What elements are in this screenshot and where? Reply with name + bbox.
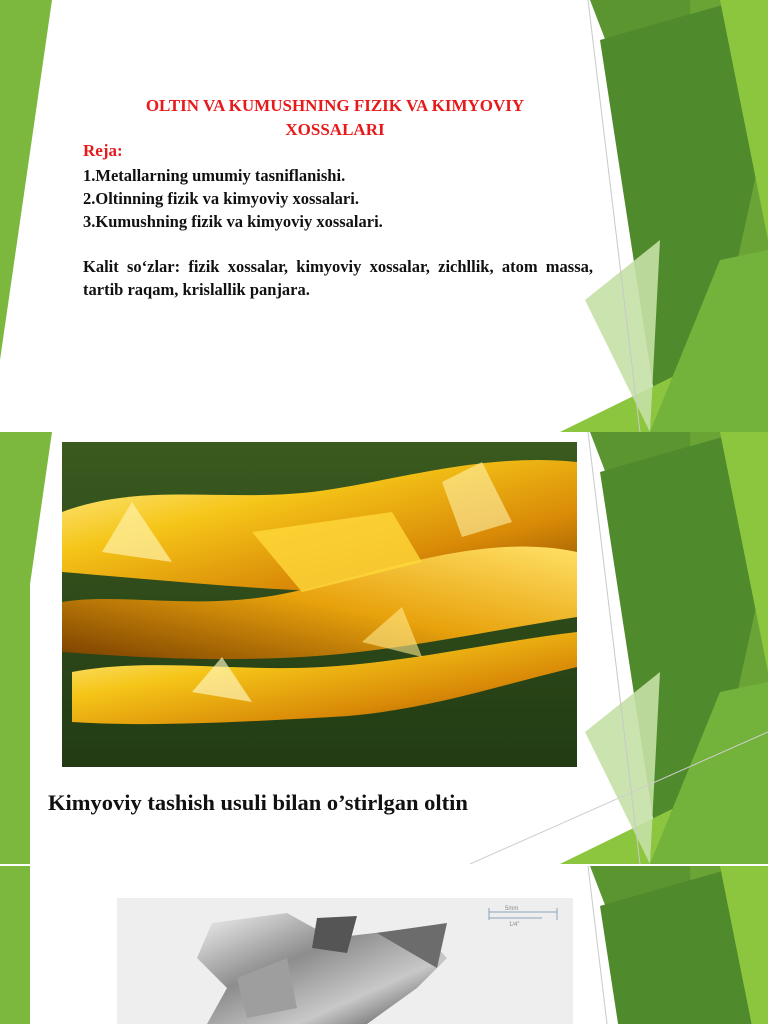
plan-label: Reja: <box>83 141 123 160</box>
keywords-paragraph: Kalit so‘zlar: fizik xossalar, kimyoviy xossalar, zichllik, atom massa, tartib raqam, krislallik panjara. <box>83 257 593 299</box>
plan-item: 1.Metallarning umumiy tasniflanishi. <box>83 166 346 185</box>
page-title: OLTIN VA KUMUSHNING FIZIK VA KIMYOVIY XOSSALARI <box>145 96 525 139</box>
image-caption: Kimyoviy tashish usuli bilan o’stirlgan oltin <box>48 790 468 815</box>
plan-list <box>83 164 383 233</box>
slide-2 <box>0 432 768 864</box>
scale-label-bottom: 1/4" <box>509 922 520 928</box>
gold-crystals-image <box>62 442 577 767</box>
silver-crystals-image <box>117 898 573 1024</box>
scale-label-top: 5mm <box>505 906 519 912</box>
plan-item: 2.Oltinning fizik va kimyoviy xossalari. <box>83 189 359 208</box>
slide-3 <box>0 866 768 1024</box>
slide-1 <box>0 0 768 432</box>
plan-item: 3.Kumushning fizik va kimyoviy xossalari. <box>83 212 383 231</box>
